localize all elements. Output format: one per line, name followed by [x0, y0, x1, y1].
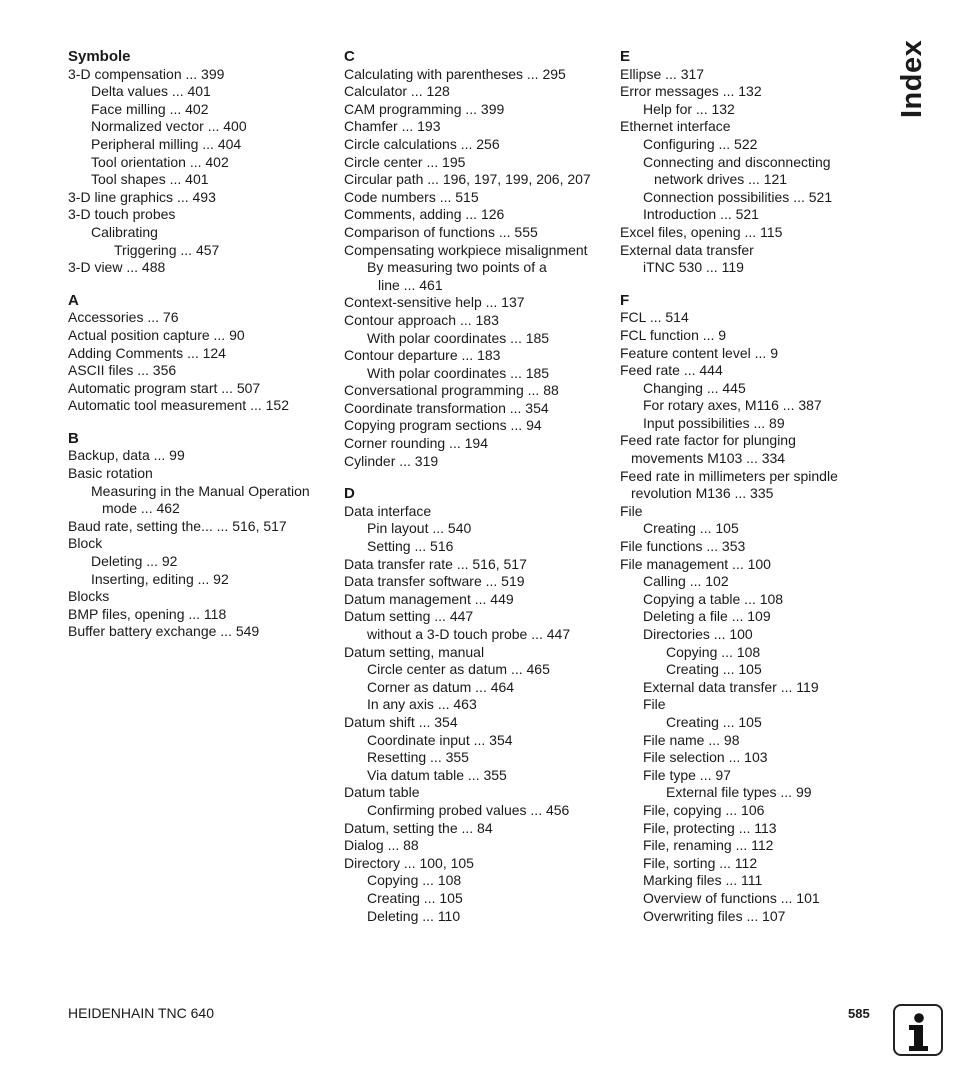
index-entry: Deleting ... 110 [367, 907, 461, 924]
index-entry: Datum table [344, 784, 420, 801]
index-entry: File [620, 502, 643, 519]
index-entry: BMP files, opening ... 118 [68, 605, 227, 622]
index-entry: Dialog ... 88 [344, 837, 419, 854]
index-entry: CAM programming ... 399 [344, 100, 505, 117]
index-entry: Feature content level ... 9 [620, 344, 778, 361]
index-entry: Tool shapes ... 401 [91, 171, 209, 188]
index-entry: Changing ... 445 [643, 379, 746, 396]
index-letter-heading: D [344, 485, 355, 503]
index-entry: Circle calculations ... 256 [344, 135, 500, 152]
index-entry: With polar coordinates ... 185 [367, 329, 550, 346]
index-entry: Calling ... 102 [643, 573, 729, 590]
index-entry: Excel files, opening ... 115 [620, 223, 783, 240]
index-entry: Creating ... 105 [367, 889, 463, 906]
index-entry: Error messages ... 132 [620, 83, 762, 100]
index-entry: Connection possibilities ... 521 [643, 188, 833, 205]
index-entry: Circular path ... 196, 197, 199, 206, 207 [344, 171, 591, 188]
index-column-3 [620, 48, 892, 925]
index-entry: Feed rate ... 444 [620, 362, 723, 379]
index-entry: Delta values ... 401 [91, 83, 211, 100]
index-entry: Comparison of functions ... 555 [344, 223, 538, 240]
index-entry: File selection ... 103 [643, 749, 768, 766]
index-entry: Cylinder ... 319 [344, 452, 439, 469]
index-entry: Baud rate, setting the... ... 516, 517 [68, 517, 287, 534]
index-entry: Actual position capture ... 90 [68, 326, 245, 343]
index-entry: line ... 461 [378, 276, 443, 293]
index-entry: without a 3-D touch probe ... 447 [367, 626, 571, 642]
index-entry: revolution M136 ... 335 [631, 485, 774, 502]
index-entry: mode ... 462 [102, 500, 180, 517]
index-entry: Data transfer rate ... 516, 517 [344, 555, 527, 572]
index-entry: Automatic tool measurement ... 152 [68, 397, 289, 414]
index-entry: iTNC 530 ... 119 [643, 259, 744, 276]
index-entry: Calibrating [91, 223, 158, 240]
index-entry: Code numbers ... 515 [344, 188, 479, 205]
index-entry: Overview of functions ... 101 [643, 889, 820, 906]
index-entry: File, protecting ... 113 [643, 819, 777, 836]
index-entry: Accessories ... 76 [68, 309, 179, 326]
index-entry: Datum shift ... 354 [344, 713, 458, 730]
index-entry: Setting ... 516 [367, 538, 454, 555]
index-entry: Context-sensitive help ... 137 [344, 294, 525, 311]
index-letter-heading: B [68, 429, 79, 447]
index-entry: 3-D touch probes [68, 206, 176, 223]
index-entry: File, copying ... 106 [643, 801, 765, 818]
index-entry: Via datum table ... 355 [367, 766, 507, 783]
index-entry: Circle center as datum ... 465 [367, 661, 550, 678]
index-entry: Coordinate input ... 354 [367, 731, 513, 748]
index-entry: Introduction ... 521 [643, 206, 759, 223]
index-entry: Corner as datum ... 464 [367, 678, 515, 695]
index-entry: Datum setting, manual [344, 643, 485, 660]
index-entry: 3-D compensation ... 399 [68, 65, 225, 82]
index-entry: For rotary axes, M116 ... 387 [643, 397, 822, 414]
index-entry: Feed rate in millimeters per spindle [620, 467, 838, 484]
index-entry: Copying a table ... 108 [643, 590, 784, 607]
index-entry: Calculator ... 128 [344, 83, 450, 100]
index-entry: Buffer battery exchange ... 549 [68, 623, 260, 640]
index-entry: Deleting a file ... 109 [643, 608, 771, 625]
index-entry: Conversational programming ... 88 [344, 382, 559, 399]
index-entry: Directory ... 100, 105 [344, 854, 474, 871]
index-letter-heading: E [620, 48, 631, 65]
page-number: 585 [848, 1006, 870, 1021]
index-entry: Datum management ... 449 [344, 590, 514, 607]
index-entry: With polar coordinates ... 185 [367, 364, 550, 381]
index-entry: Configuring ... 522 [643, 135, 758, 152]
index-entry: Copying ... 108 [666, 643, 761, 660]
index-entry: 3-D line graphics ... 493 [68, 188, 216, 205]
index-column-1 [68, 48, 340, 641]
index-entry: Confirming probed values ... 456 [367, 801, 570, 818]
index-entry: Corner rounding ... 194 [344, 435, 488, 452]
index-entry: File management ... 100 [620, 555, 771, 572]
footer-product-name: HEIDENHAIN TNC 640 [68, 1005, 215, 1021]
index-letter-heading: F [620, 291, 630, 309]
index-entry: Datum setting ... 447 [344, 608, 474, 625]
index-entry: Pin layout ... 540 [367, 520, 472, 537]
index-entry: Data transfer software ... 519 [344, 573, 525, 590]
index-entry: File name ... 98 [643, 731, 740, 748]
index-group [620, 48, 892, 277]
index-entry: FCL function ... 9 [620, 326, 727, 343]
index-entry: File, sorting ... 112 [643, 854, 758, 871]
index-entry: Copying ... 108 [367, 872, 462, 889]
index-entry: Marking files ... 111 [643, 872, 763, 889]
index-entry: Overwriting files ... 107 [643, 907, 786, 924]
index-entry: Ethernet interface [620, 118, 731, 135]
index-entry: External data transfer ... 119 [643, 678, 819, 695]
index-entry: Help for ... 132 [643, 100, 735, 117]
index-entry: Deleting ... 92 [91, 553, 178, 570]
index-entry: Normalized vector ... 400 [91, 118, 247, 135]
index-entry: Creating ... 105 [666, 661, 762, 678]
index-entry: Datum, setting the ... 84 [344, 819, 493, 836]
index-letter-heading: A [68, 291, 79, 309]
index-entry: By measuring two points of a [367, 259, 547, 276]
index-entry: Contour departure ... 183 [344, 347, 501, 364]
index-group [68, 292, 340, 415]
index-entry: Face milling ... 402 [91, 100, 209, 117]
index-entry: File [643, 696, 666, 713]
index-entry: Comments, adding ... 126 [344, 206, 505, 223]
index-entry: Adding Comments ... 124 [68, 344, 226, 361]
index-entry: Directories ... 100 [643, 626, 753, 642]
index-entry: Triggering ... 457 [114, 241, 220, 258]
index-entry: Block [68, 535, 103, 552]
index-entry: FCL ... 514 [620, 309, 689, 326]
index-entry: Resetting ... 355 [367, 749, 469, 766]
index-entry: Blocks [68, 588, 110, 605]
info-icon [893, 1004, 943, 1056]
index-group [344, 485, 616, 925]
index-entry: Copying program sections ... 94 [344, 417, 542, 434]
side-title: Index [896, 39, 928, 118]
index-entry: Contour approach ... 183 [344, 311, 499, 328]
index-entry: 3-D view ... 488 [68, 259, 166, 276]
index-entry: File type ... 97 [643, 766, 731, 783]
index-entry: movements M103 ... 334 [631, 450, 786, 467]
index-entry: Automatic program start ... 507 [68, 379, 261, 396]
index-group [68, 430, 340, 641]
index-entry: File functions ... 353 [620, 538, 746, 555]
index-entry: Connecting and disconnecting [643, 153, 831, 170]
index-entry: Feed rate factor for plunging [620, 432, 796, 449]
index-entry: Circle center ... 195 [344, 153, 466, 170]
index-entry: Coordinate transformation ... 354 [344, 399, 549, 416]
index-entry: Creating ... 105 [666, 713, 762, 730]
index-group [620, 292, 892, 925]
index-entry: Tool orientation ... 402 [91, 153, 229, 170]
index-entry: Calculating with parentheses ... 295 [344, 65, 566, 82]
index-entry: External file types ... 99 [666, 784, 812, 801]
index-entry: Input possibilities ... 89 [643, 414, 785, 431]
index-entry: File, renaming ... 112 [643, 837, 774, 854]
index-letter-heading: Symbole [68, 48, 131, 65]
index-entry: In any axis ... 463 [367, 696, 477, 713]
index-entry: Creating ... 105 [643, 520, 739, 537]
index-entry: ASCII files ... 356 [68, 362, 177, 379]
index-entry: Ellipse ... 317 [620, 65, 705, 82]
index-column-2 [344, 48, 616, 925]
index-entry: network drives ... 121 [654, 171, 788, 188]
index-entry: Peripheral milling ... 404 [91, 135, 242, 152]
index-group [68, 48, 340, 277]
index-letter-heading: C [344, 48, 355, 65]
index-entry: Chamfer ... 193 [344, 118, 441, 135]
index-entry: Inserting, editing ... 92 [91, 570, 229, 587]
index-entry: Basic rotation [68, 465, 153, 482]
index-group [344, 48, 616, 470]
index-entry: Data interface [344, 502, 432, 519]
index-entry: Compensating workpiece misalignment [344, 241, 588, 258]
index-entry: External data transfer [620, 241, 754, 258]
index-entry: Measuring in the Manual Operation [91, 482, 310, 499]
index-entry: Backup, data ... 99 [68, 447, 185, 464]
